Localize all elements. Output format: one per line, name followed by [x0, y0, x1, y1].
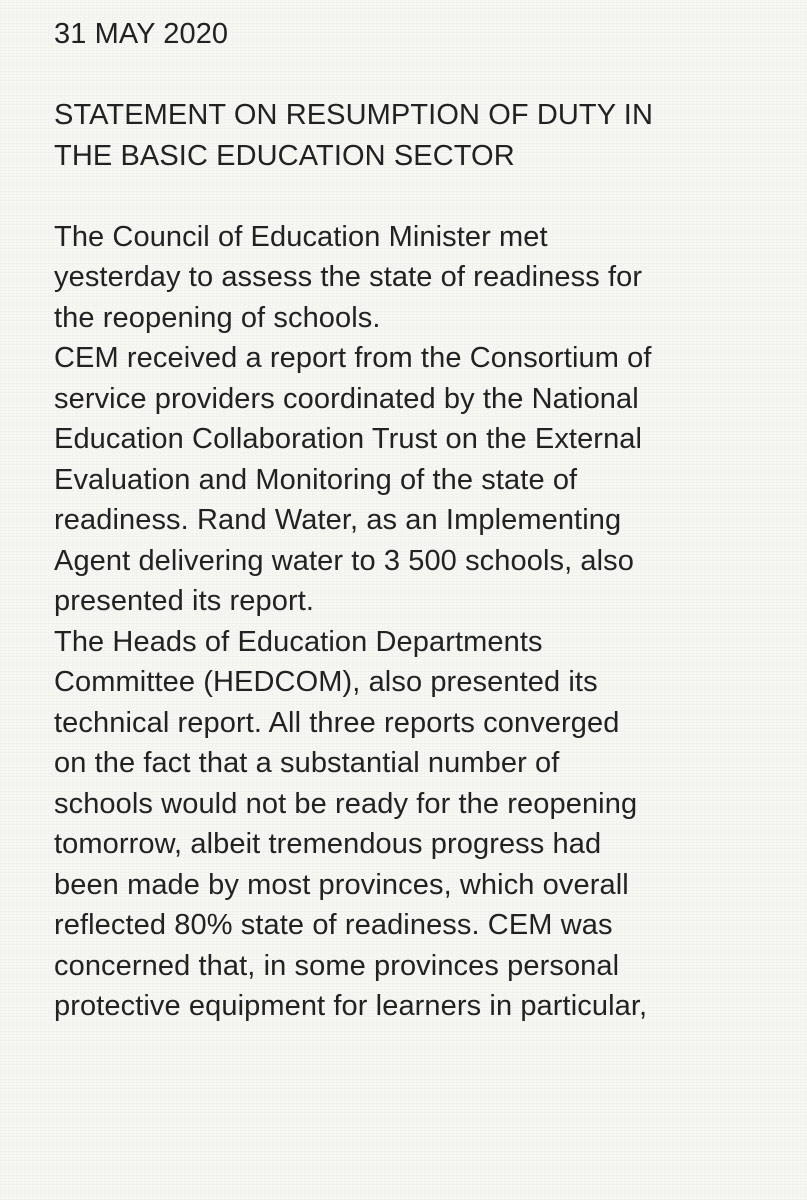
body-line: schools would not be ready for the reopening: [54, 787, 638, 820]
body-line: Education Collaboration Trust on the External: [54, 423, 643, 455]
body-line: presented its report.: [54, 585, 315, 617]
title-line: THE BASIC EDUCATION SECTOR: [54, 139, 515, 172]
title-line: STATEMENT ON RESUMPTION OF DUTY IN: [54, 99, 654, 131]
body-line: reflected 80% state of readiness. CEM was: [54, 909, 613, 941]
body-line: the reopening of schools.: [54, 301, 381, 334]
body-line: CEM received a report from the Consortium of: [54, 342, 652, 374]
body-line: tomorrow, albeit tremendous progress had: [54, 828, 602, 860]
body-line: on the fact that a substantial number of: [54, 747, 560, 779]
body-line: Evaluation and Monitoring of the state of: [54, 463, 578, 496]
body-line: concerned that, in some provinces personal: [54, 949, 620, 982]
blank-line: [54, 176, 787, 217]
body-line: Committee (HEDCOM), also presented its: [54, 666, 598, 698]
document-date: 31 MAY 2020: [54, 18, 229, 50]
document-title: [54, 95, 787, 176]
document-body: [54, 217, 787, 1027]
body-line: readiness. Rand Water, as an Implementing: [54, 504, 622, 536]
body-line: protective equipment for learners in particular,: [54, 990, 648, 1022]
blank-line: [54, 55, 787, 96]
body-line: been made by most provinces, which overall: [54, 868, 629, 901]
body-line: The Council of Education Minister met: [54, 220, 548, 253]
body-line: service providers coordinated by the National: [54, 382, 639, 415]
body-line: The Heads of Education Departments: [54, 625, 543, 658]
body-line: Agent delivering water to 3 500 schools, also: [54, 544, 635, 577]
body-line: technical report. All three reports converged: [54, 706, 620, 739]
body-line: yesterday to assess the state of readiness for: [54, 261, 643, 293]
